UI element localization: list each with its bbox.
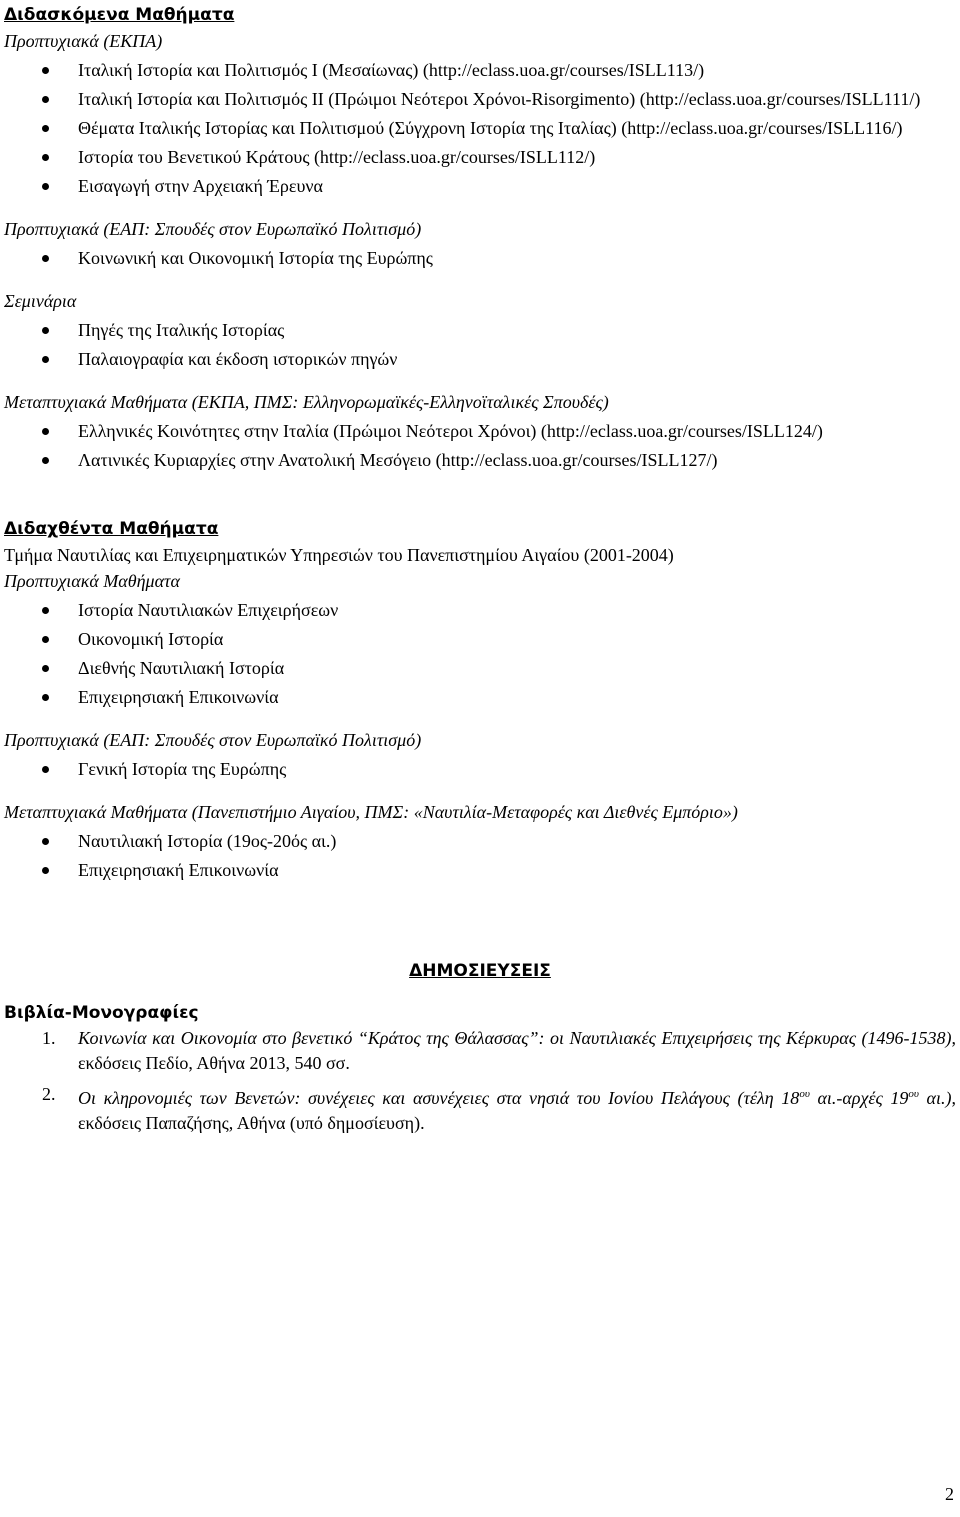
course-text: Κοινωνική και Οικονομική Ιστορία της Ευρώπης xyxy=(78,248,433,268)
superscript: ου xyxy=(799,1088,810,1100)
publication-details: , εκδόσεις Πεδίο, Αθήνα 2013, 540 σσ. xyxy=(78,1028,956,1073)
course-list-undergrad-eap xyxy=(4,245,956,271)
monographs-subheading: Βιβλία-Μονογραφίες xyxy=(4,1003,199,1023)
bullet-icon xyxy=(42,327,49,334)
publication-item xyxy=(4,1082,956,1136)
bullet-icon xyxy=(42,694,49,701)
publication-number: 2. xyxy=(42,1084,56,1104)
group-label-undergrad-eap: Προπτυχιακά (ΕΑΠ: Σπουδές στον Ευρωπαϊκό Πολιτισμό) xyxy=(4,219,422,239)
list-item xyxy=(4,317,956,343)
list-item xyxy=(4,684,956,710)
past-courses-heading: Διδαχθέντα Μαθήματα xyxy=(4,519,219,539)
course-list-undergrad-ekpa xyxy=(4,57,956,199)
bullet-icon xyxy=(42,665,49,672)
bullet-icon xyxy=(42,125,49,132)
list-item xyxy=(4,245,956,271)
course-text: Ελληνικές Κοινότητες στην Ιταλία (Πρώιμοι Νεότεροι Χρόνοι) (http://eclass.uoa.gr/courses/ISLL124/) xyxy=(78,421,823,441)
bullet-icon xyxy=(42,67,49,74)
list-item xyxy=(4,597,956,623)
list-item xyxy=(4,115,956,141)
publication-title xyxy=(78,1088,951,1108)
course-text: Εισαγωγή στην Αρχειακή Έρευνα xyxy=(78,176,323,196)
bullet-icon xyxy=(42,183,49,190)
group-label-past-undergrad: Προπτυχιακά Μαθήματα xyxy=(4,571,180,591)
publication-title-part: Οι κληρονομιές των Βενετών: συνέχειες και ασυνέχειες στα νησιά του Ιονίου Πελάγους (τέλη 18 xyxy=(78,1088,800,1108)
course-list-past-postgrad xyxy=(4,828,956,883)
bullet-icon xyxy=(42,838,49,845)
bullet-icon xyxy=(42,255,49,262)
course-list-past-eap xyxy=(4,756,956,782)
course-text: Ναυτιλιακή Ιστορία (19ος-20ός αι.) xyxy=(78,831,337,851)
course-text: Ιστορία Ναυτιλιακών Επιχειρήσεων xyxy=(78,600,339,620)
bullet-icon xyxy=(42,867,49,874)
document-page xyxy=(4,0,956,1142)
course-text: Οικονομική Ιστορία xyxy=(78,629,224,649)
course-text: Ιταλική Ιστορία και Πολιτισμός ΙΙ (Πρώιμοι Νεότεροι Χρόνοι-Risorgimento) (http://eclass.uoa.gr/courses/ISLL111/) xyxy=(78,89,921,109)
list-item xyxy=(4,447,956,473)
course-text: Επιχειρησιακή Επικοινωνία xyxy=(78,687,279,707)
list-item xyxy=(4,655,956,681)
page-number: 2 xyxy=(945,1484,954,1504)
bullet-icon xyxy=(42,428,49,435)
publication-item xyxy=(4,1026,956,1076)
bullet-icon xyxy=(42,607,49,614)
bullet-icon xyxy=(42,154,49,161)
course-text: Θέματα Ιταλικής Ιστορίας και Πολιτισμού (Σύγχρονη Ιστορία της Ιταλίας) (http://eclass.uoa.gr/courses/ISLL116/) xyxy=(78,118,903,138)
list-item xyxy=(4,86,956,112)
course-text: Ιταλική Ιστορία και Πολιτισμός Ι (Μεσαίωνας) (http://eclass.uoa.gr/courses/ISLL113/) xyxy=(78,60,705,80)
list-item xyxy=(4,828,956,854)
group-label-undergrad-ekpa: Προπτυχιακά (ΕΚΠΑ) xyxy=(4,31,163,51)
bullet-icon xyxy=(42,96,49,103)
list-item xyxy=(4,173,956,199)
superscript: ου xyxy=(908,1088,919,1100)
course-list-postgrad-ekpa xyxy=(4,418,956,473)
list-item xyxy=(4,57,956,83)
group-label-past-eap: Προπτυχιακά (ΕΑΠ: Σπουδές στον Ευρωπαϊκό Πολιτισμό) xyxy=(4,730,422,750)
bullet-icon xyxy=(42,636,49,643)
list-item xyxy=(4,144,956,170)
publication-title-part: αι.-αρχές 19 xyxy=(809,1088,909,1108)
course-text: Γενική Ιστορία της Ευρώπης xyxy=(78,759,287,779)
course-text: Λατινικές Κυριαρχίες στην Ανατολική Μεσόγειο (http://eclass.uoa.gr/courses/ISLL127/) xyxy=(78,450,718,470)
taught-courses-heading: Διδασκόμενα Μαθήματα xyxy=(4,5,235,25)
publication-number: 1. xyxy=(42,1028,56,1048)
publication-list xyxy=(4,1026,956,1136)
list-item xyxy=(4,418,956,444)
course-text: Διεθνής Ναυτιλιακή Ιστορία xyxy=(78,658,285,678)
course-text: Επιχειρησιακή Επικοινωνία xyxy=(78,860,279,880)
department-line: Τμήμα Ναυτιλίας και Επιχειρηματικών Υπηρεσιών του Πανεπιστημίου Αιγαίου (2001-2004) xyxy=(4,545,674,565)
bullet-icon xyxy=(42,766,49,773)
course-text: Ιστορία του Βενετικού Κράτους (http://eclass.uoa.gr/courses/ISLL112/) xyxy=(78,147,596,167)
group-label-past-postgrad: Μεταπτυχιακά Μαθήματα (Πανεπιστήμιο Αιγαίου, ΠΜΣ: «Ναυτιλία-Μεταφορές και Διεθνές Εμπόριο») xyxy=(4,802,738,822)
bullet-icon xyxy=(42,457,49,464)
list-item xyxy=(4,756,956,782)
publication-details: , εκδόσεις Παπαζήσης, Αθήνα (υπό δημοσίευση). xyxy=(78,1088,956,1133)
group-label-postgrad-ekpa: Μεταπτυχιακά Μαθήματα (ΕΚΠΑ, ΠΜΣ: Ελληνορωμαϊκές-Ελληνοϊταλικές Σπουδές) xyxy=(4,392,609,412)
course-text: Πηγές της Ιταλικής Ιστορίας xyxy=(78,320,285,340)
bullet-icon xyxy=(42,356,49,363)
publication-title: Κοινωνία και Οικονομία στο βενετικό “Κράτος της Θάλασσας”: οι Ναυτιλιακές Επιχειρήσεις της Κέρκυρας (1496-1538) xyxy=(78,1028,952,1048)
course-list-past-undergrad xyxy=(4,597,956,710)
course-text: Παλαιογραφία και έκδοση ιστορικών πηγών xyxy=(78,349,398,369)
list-item xyxy=(4,626,956,652)
group-label-seminars: Σεμινάρια xyxy=(4,291,77,311)
course-list-seminars xyxy=(4,317,956,372)
publications-heading: ΔΗΜΟΣΙΕΥΣΕΙΣ xyxy=(409,961,551,981)
list-item xyxy=(4,346,956,372)
list-item xyxy=(4,857,956,883)
publication-title-part: αι.) xyxy=(918,1088,952,1108)
